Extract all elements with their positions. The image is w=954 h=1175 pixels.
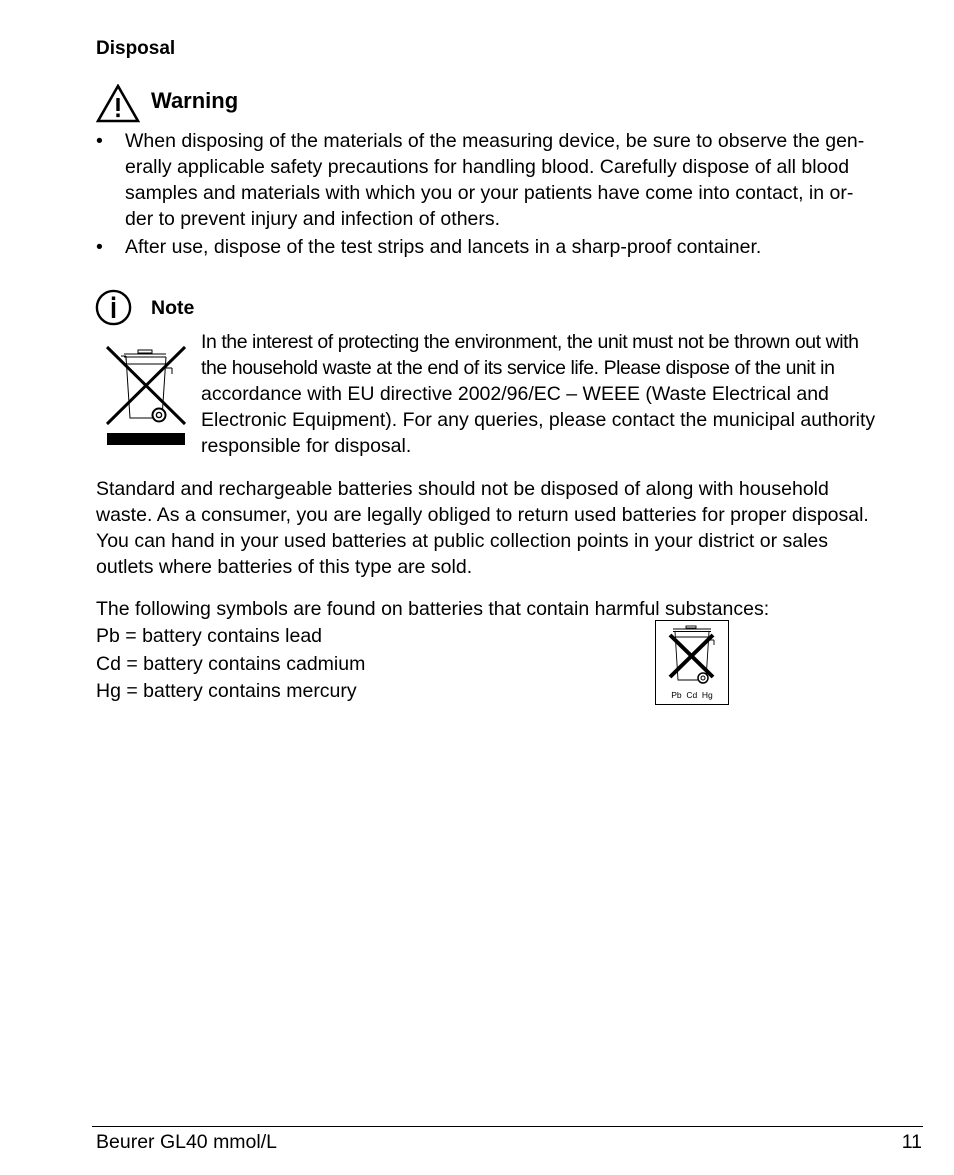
section-title: Disposal: [96, 38, 176, 59]
note-line: In the interest of protecting the environment, the unit must not be thrown out with: [201, 331, 859, 353]
paragraph-line: waste. As a consumer, you are legally obliged to return used batteries for proper disposal.: [96, 504, 869, 526]
note-line: accordance with EU directive 2002/96/EC – WEEE (Waste Electrical and: [201, 383, 829, 405]
note-text: [201, 329, 931, 459]
battery-disposal-bin-icon: [655, 620, 729, 705]
list-item-line: When disposing of the materials of the measuring device, be sure to observe the gen-: [125, 130, 865, 152]
symbols-intro: [96, 596, 936, 622]
note-line: Electronic Equipment). For any queries, please contact the municipal authority: [201, 409, 876, 431]
list-item-line: After use, dispose of the test strips and lancets in a sharp-proof container.: [125, 236, 762, 258]
list-item: [96, 234, 926, 260]
bullet-dot: •: [96, 130, 103, 152]
battery-symbol-item: Hg = battery contains mercury: [96, 680, 357, 702]
list-item: [96, 128, 926, 232]
warning-list: [96, 128, 926, 262]
note-title: Note: [151, 297, 195, 319]
battery-symbol-item: Pb = battery contains lead: [96, 625, 323, 647]
list-item-line: erally applicable safety precautions for handling blood. Carefully dispose of all blood: [125, 156, 850, 178]
warning-title: Warning: [151, 88, 239, 113]
warning-triangle-icon: [96, 84, 140, 124]
footer-product-name: Beurer GL40 mmol/L: [96, 1131, 277, 1153]
page-number: 11: [901, 1131, 922, 1153]
note-line: responsible for disposal.: [201, 435, 412, 457]
crossed-out-wheelie-bin-icon: [104, 344, 188, 448]
info-icon: [95, 289, 132, 326]
battery-icon-label: Pb Cd Hg: [671, 690, 713, 700]
batteries-paragraph: [96, 476, 936, 580]
paragraph-line: outlets where batteries of this type are sold.: [96, 556, 473, 578]
bullet-dot: •: [96, 236, 103, 258]
paragraph-line: You can hand in your used batteries at public collection points in your district or sales: [96, 530, 829, 552]
list-item-line: der to prevent injury and infection of others.: [125, 208, 501, 230]
battery-symbols-list: [96, 623, 365, 706]
footer-divider: [92, 1126, 923, 1127]
paragraph-line: The following symbols are found on batteries that contain harmful substances:: [96, 598, 770, 620]
paragraph-line: Standard and rechargeable batteries should not be disposed of along with household: [96, 478, 829, 500]
list-item-line: samples and materials with which you or your patients have come into contact, in or-: [125, 182, 854, 204]
note-line: the household waste at the end of its service life. Please dispose of the unit in: [201, 357, 835, 379]
battery-symbol-item: Cd = battery contains cadmium: [96, 652, 366, 675]
